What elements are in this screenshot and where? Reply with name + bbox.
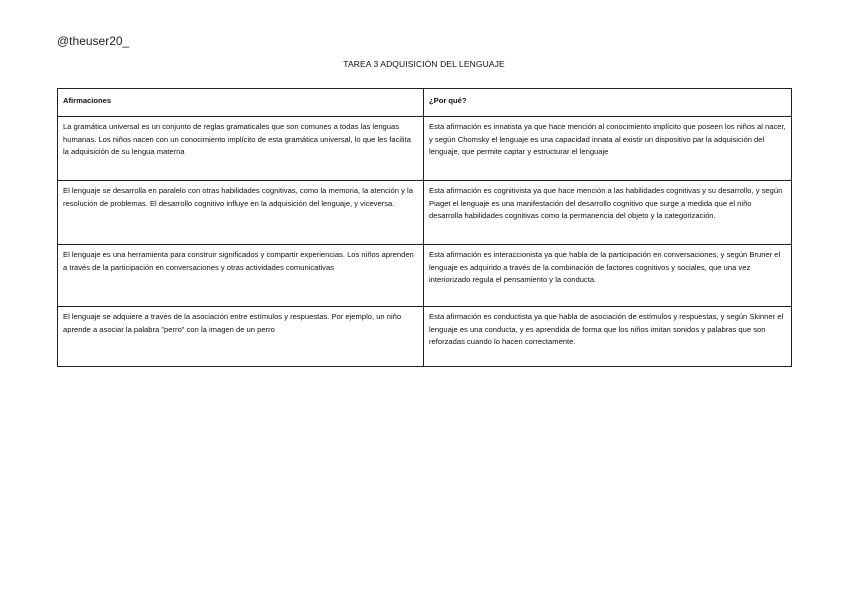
afirmacion-cell: El lenguaje es una herramienta para construir significados y compartir experiencias. Los niños aprenden a través de la participación en conversaciones y otras actividades comunicativas <box>58 245 424 307</box>
afirmacion-cell: El lenguaje se adquiere a través de la asociación entre estímulos y respuestas. Por ejemplo, un niño aprende a asociar la palabra "perro" con la imagen de un perro <box>58 307 424 367</box>
table-row <box>58 181 792 245</box>
column-header-afirmaciones: Afirmaciones <box>58 89 424 117</box>
por-que-cell: Esta afirmación es cognitivista ya que hace mención a las habilidades cognitivas y su desarrollo, y según Piaget el lenguaje es una manifestación del desarrollo cognitivo que surge a medida que el niño desarrolla habilidades cognitivas como la permanencia del objeto y la categorización. <box>424 181 792 245</box>
username-watermark: @theuser20_ <box>57 34 130 48</box>
table-row <box>58 307 792 367</box>
por-que-cell: Esta afirmación es conductista ya que habla de asociación de estímulos y respuestas, y según Skinner el lenguaje es una conducta, y es aprendida de forma que los niños imitan sonidos y palabras que son reforzadas cuando lo hacen correctamente. <box>424 307 792 367</box>
table-row <box>58 117 792 181</box>
affirmations-table <box>57 88 792 367</box>
por-que-cell: Esta afirmación es innatista ya que hace mención al conocimiento implícito que poseen los niños al nacer, y según Chomsky el lenguaje es una capacidad innata al existir un dispositivo par la adquisición del lenguaje, que permite captar y estructurar el lenguaje <box>424 117 792 181</box>
table-header-row <box>58 89 792 117</box>
afirmacion-cell: El lenguaje se desarrolla en paralelo con otras habilidades cognitivas, como la memoria, la atención y la resolución de problemas. El desarrollo cognitivo influye en la adquisición del lenguaje, y viceversa. <box>58 181 424 245</box>
afirmacion-cell: La gramática universal es un conjunto de reglas gramaticales que son comunes a todas las lenguas humanas. Los niños nacen con un conocimiento implícito de esta gramática universal, lo que les facilita la adquisición de su lengua materna <box>58 117 424 181</box>
document-title: TAREA 3 ADQUISICIÓN DEL LENGUAJE <box>343 59 505 69</box>
por-que-cell: Esta afirmación es interaccionista ya que habla de la participación en conversaciones, y según Bruner el lenguaje es adquirido a través de la combinación de factores cognitivos y sociales, que una vez interiorizado regula el pensamiento y la conducta. <box>424 245 792 307</box>
table-row <box>58 245 792 307</box>
column-header-por-que: ¿Por qué? <box>424 89 792 117</box>
